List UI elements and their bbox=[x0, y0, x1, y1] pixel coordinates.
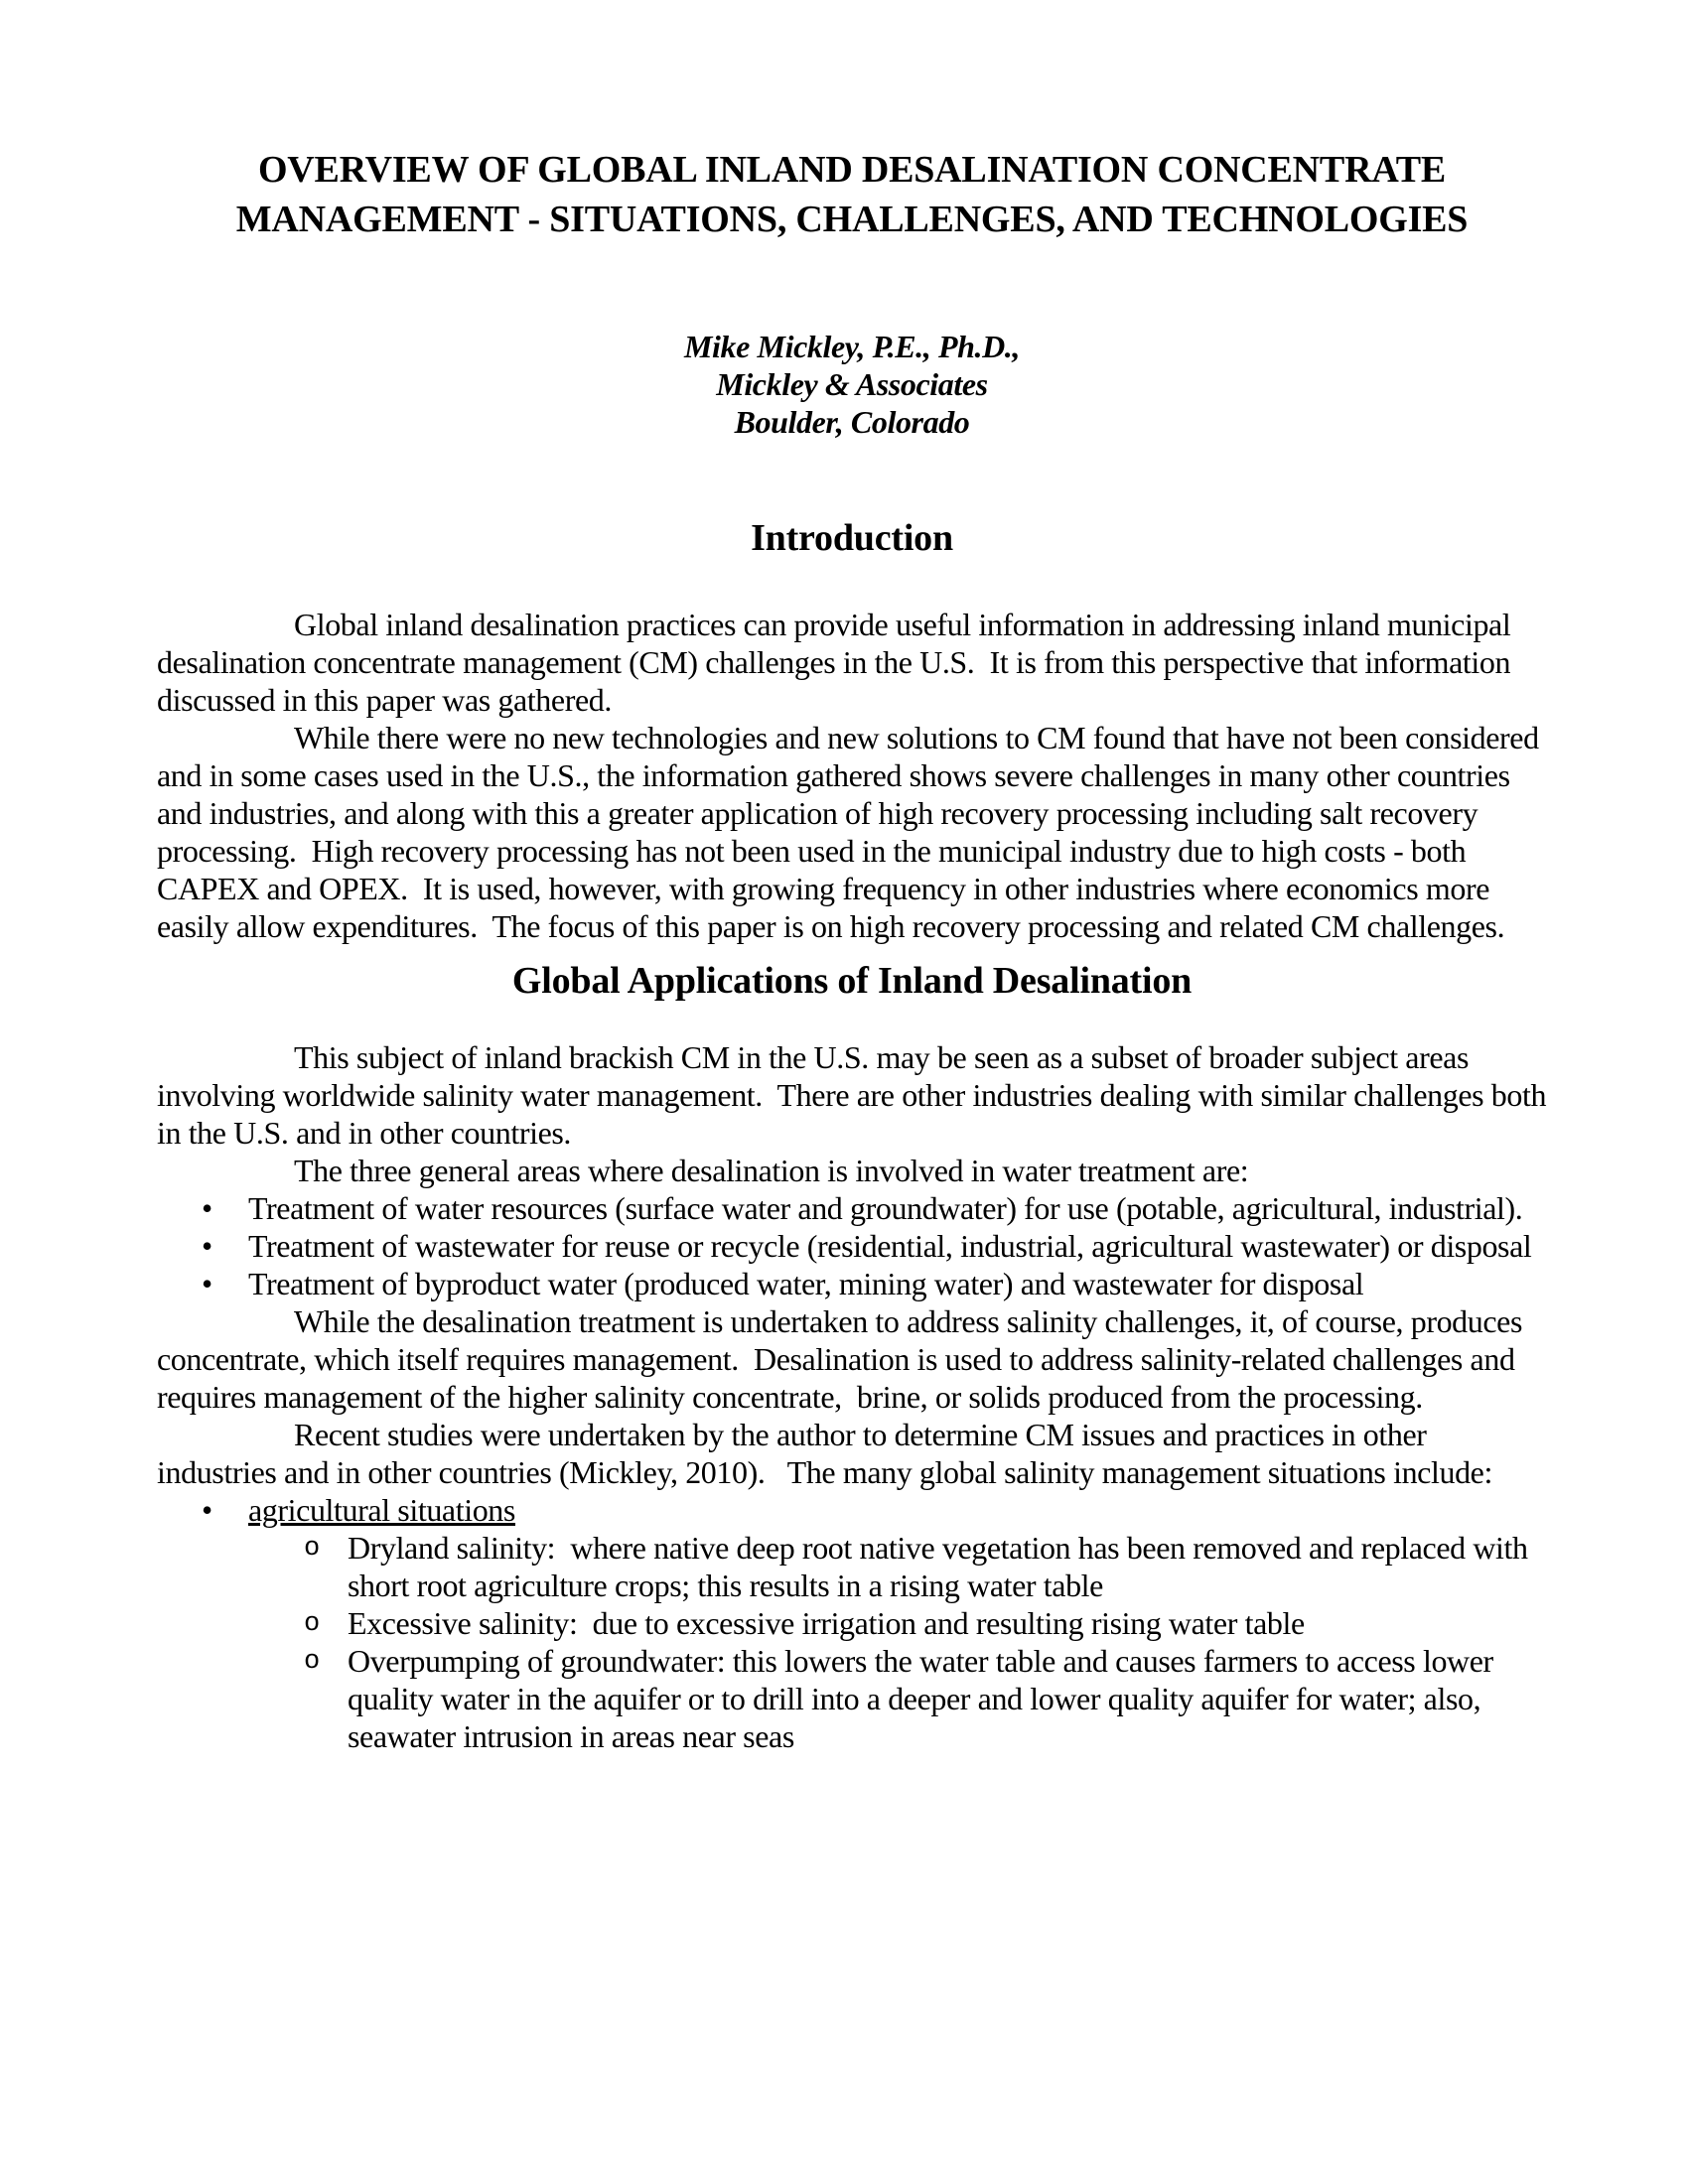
circle-bullet-icon: o bbox=[304, 1609, 320, 1639]
bullet-icon: • bbox=[202, 1228, 212, 1264]
paper-title-line-2: MANAGEMENT - SITUATIONS, CHALLENGES, AND TECHNOLOGIES bbox=[235, 199, 1469, 240]
bullet-icon: • bbox=[202, 1266, 212, 1301]
global-paragraph-1: This subject of inland brackish CM in the U.S. may be seen as a subset of broader subject areas involving worldwide salinity water management. There are other industries dealing with similar challenges both in the U.S. and in other countries. bbox=[157, 1039, 1547, 1151]
section-heading-global-applications: Global Applications of Inland Desalination bbox=[511, 960, 1193, 1002]
agricultural-sub-text-2: Excessive salinity: due to excessive irrigation and resulting rising water table bbox=[348, 1605, 1305, 1641]
bullet-icon: • bbox=[202, 1492, 212, 1528]
treatment-bullet-item-3 bbox=[157, 1265, 1547, 1302]
author-block bbox=[157, 328, 1547, 441]
paper-content bbox=[157, 145, 1547, 1755]
agricultural-sub-item-1 bbox=[157, 1529, 1547, 1604]
paper-title bbox=[157, 145, 1547, 244]
circle-bullet-icon: o bbox=[304, 1534, 320, 1564]
author-location: Boulder, Colorado bbox=[734, 404, 970, 440]
treatment-bullet-text-3: Treatment of byproduct water (produced water, mining water) and wastewater for disposal bbox=[248, 1266, 1364, 1301]
agricultural-sub-text-3: Overpumping of groundwater: this lowers the water table and causes farmers to access lower quality water in the aquifer or to drill into a deeper and lower quality aquifer for water; also, seawater intrusion in areas near seas bbox=[348, 1643, 1493, 1754]
agricultural-sub-text-1: Dryland salinity: where native deep root native vegetation has been removed and replaced with short root agriculture crops; this results in a rising water table bbox=[348, 1530, 1528, 1603]
agricultural-situations-item bbox=[157, 1491, 1547, 1529]
global-paragraph-2: The three general areas where desalination is involved in water treatment are: bbox=[294, 1153, 1249, 1188]
treatment-bullet-text-2: Treatment of wastewater for reuse or recycle (residential, industrial, agricultural wastewater) or disposal bbox=[248, 1228, 1532, 1264]
treatment-bullet-text-1: Treatment of water resources (surface water and groundwater) for use (potable, agricultural, industrial). bbox=[248, 1190, 1523, 1226]
author-affiliation: Mickley & Associates bbox=[716, 366, 988, 402]
author-name: Mike Mickley, P.E., Ph.D., bbox=[683, 329, 1021, 364]
agricultural-sub-item-2 bbox=[157, 1604, 1547, 1642]
treatment-bullet-item-2 bbox=[157, 1227, 1547, 1265]
treatment-bullet-item-1 bbox=[157, 1189, 1547, 1227]
global-paragraph-3: While the desalination treatment is undertaken to address salinity challenges, it, of course, produces concentrate, which itself requires management. Desalination is used to address salinity-related challenges and requires management of the higher salinity concentrate, brine, or solids produced from the processing. bbox=[157, 1303, 1523, 1415]
agricultural-situations-label: agricultural situations bbox=[248, 1492, 515, 1528]
circle-bullet-icon: o bbox=[304, 1647, 320, 1677]
intro-paragraph-2: While there were no new technologies and new solutions to CM found that have not been considered and in some cases used in the U.S., the information gathered shows severe challenges in many other countries and industries, and along with this a greater application of high recovery processing including salt recovery processing. High recovery processing has not been used in the municipal industry due to high costs - both CAPEX and OPEX. It is used, however, with growing frequency in other industries where economics more easily allow expenditures. The focus of this paper is on high recovery processing and related CM challenges. bbox=[157, 720, 1539, 944]
agricultural-sub-item-3 bbox=[157, 1642, 1547, 1755]
paper-title-line-1: OVERVIEW OF GLOBAL INLAND DESALINATION CONCENTRATE bbox=[257, 149, 1447, 191]
bullet-icon: • bbox=[202, 1190, 212, 1226]
global-paragraph-4: Recent studies were undertaken by the author to determine CM issues and practices in other industries and in other countries (Mickley, 2010). The many global salinity management situations include: bbox=[157, 1417, 1492, 1490]
intro-paragraph-1: Global inland desalination practices can provide useful information in addressing inland municipal desalination concentrate management (CM) challenges in the U.S. It is from this perspective that information discussed in this paper was gathered. bbox=[157, 607, 1511, 718]
section-heading-introduction: Introduction bbox=[751, 517, 953, 559]
